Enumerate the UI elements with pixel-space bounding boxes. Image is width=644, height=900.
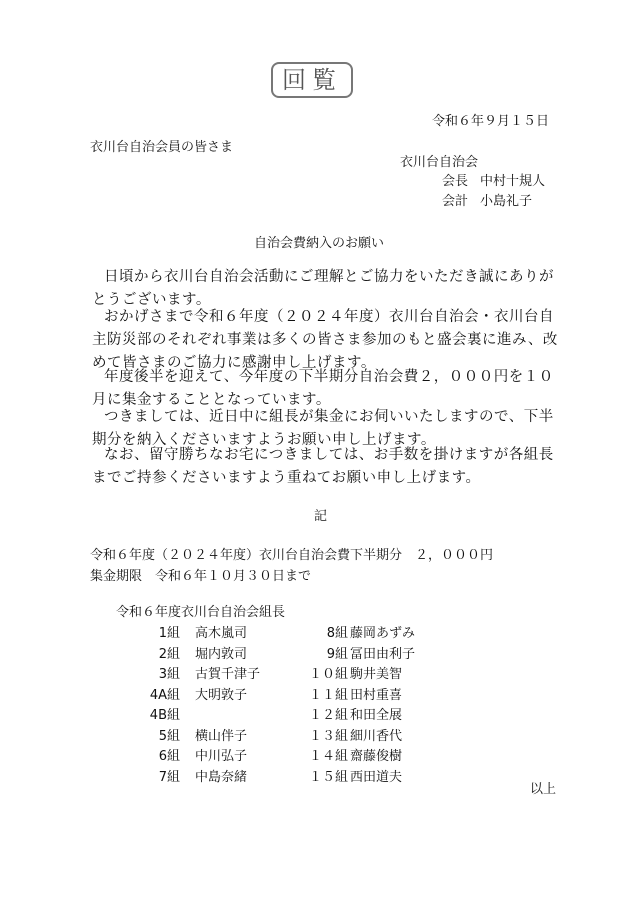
date: 令和６年９月１５日 [432,114,550,129]
group-leader-name: 横山伴子 [195,728,248,744]
group-leader-name: 細川香代 [350,728,403,744]
group-leader-name: 田村重喜 [350,687,403,703]
group-leader-name: 大明敦子 [195,687,248,703]
group-number: １４組 [308,749,348,764]
group-leader-name: 齋藤俊樹 [350,749,403,764]
fee-line: 令和６年度（２０２４年度）衣川台自治会費下半期分 ２，０００円 [90,548,494,563]
group-number: 4A組 [149,687,180,703]
group-leader-name: 高木嵐司 [195,626,248,641]
group-leader-name: 中川弘子 [195,749,248,764]
group-leader-name: 西田道夫 [350,769,403,785]
paragraph-4: つきましては、近日中に組長が集金にお伺いいたしますので、下半期分を納入くださいますようお願い申し上げます。 [92,409,554,448]
group-number: 3組 [158,667,180,682]
sender-name-chair: 中村十規人 [480,174,546,189]
group-number: 2組 [158,646,180,662]
group-number: 1組 [158,626,180,641]
sender-name-treasurer: 小島礼子 [480,194,533,209]
sender-role-chair: 会長 [442,174,469,189]
group-number: １３組 [308,728,348,744]
sender-org: 衣川台自治会 [400,155,479,170]
group-leader-name: 中島奈緒 [195,769,248,785]
group-number: 7組 [158,769,180,785]
group-number: １２組 [308,708,348,723]
group-number: １５組 [308,769,348,785]
group-number: １０組 [308,667,348,682]
group-number: 9組 [326,646,348,662]
group-leader-name: 堀内敦司 [195,646,248,662]
group-leader-name: 藤岡あずみ [350,626,416,641]
group-number: 5組 [158,728,180,744]
paragraph-5: なお、留守勝ちなお宅につきましては、お手数を掛けますが各組長までご持参くださいますよう重ねてお願い申し上げます。 [92,447,554,486]
ki-heading: 記 [314,509,328,524]
paragraph-3: 年度後半を迎えて、今年度の下半期分自治会費２，０００円を１０月に集金することとなっています。 [92,369,554,408]
paragraph-2: おかげさまで令和６年度（２０２４年度）衣川台自治会・衣川台自主防災部のそれぞれ事業は多くの皆さま参加のもと盛会裏に進み、改めて皆さまのご協力に感謝申し上げます。 [92,309,558,371]
addressee: 衣川台自治会員の皆さま [90,140,234,155]
document-title: 自治会費納入のお願い [254,236,385,251]
deadline-line: 集金期限 令和６年１０月３０日まで [90,569,312,584]
closing: 以上 [530,782,557,797]
group-leader-name: 古賀千津子 [195,667,261,682]
group-number: 4B組 [149,708,180,723]
sender-role-treasurer: 会計 [442,194,469,209]
group-leader-name: 冨田由利子 [350,646,416,662]
paragraph-1: 日頃から衣川台自治会活動にご理解とご協力をいただき誠にありがとうございます。 [92,269,554,308]
group-leader-name: 和田全展 [350,708,403,723]
group-number: 6組 [158,749,180,764]
circulation-stamp: 回覧 [271,62,353,98]
group-number: 8組 [326,626,348,641]
group-leader-name: 駒井美智 [350,667,403,682]
group-number: １１組 [308,687,348,703]
group-leaders-title: 令和６年度衣川台自治会組長 [116,605,286,620]
